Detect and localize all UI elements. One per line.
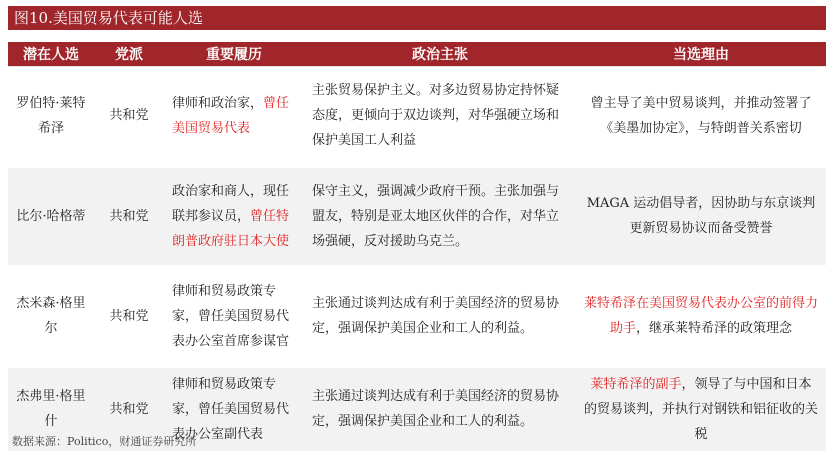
candidate-name: 比尔·哈格蒂 bbox=[8, 166, 94, 266]
candidate-resume bbox=[164, 66, 304, 166]
table-row bbox=[8, 66, 826, 166]
candidate-party: 共和党 bbox=[94, 366, 164, 452]
candidates-table bbox=[8, 42, 826, 454]
header-reason: 当选理由 bbox=[576, 42, 826, 66]
candidate-reason bbox=[576, 66, 826, 166]
candidate-name: 杰弗里·格里什 bbox=[8, 366, 94, 452]
candidate-resume bbox=[164, 266, 304, 366]
reason-highlight: 莱特希泽在美国贸易代表办公室的前得力助手 bbox=[584, 296, 819, 336]
resume-highlight: 曾任美国贸易代表 bbox=[172, 95, 290, 136]
resume-text: 律师和贸易政策专家，曾任美国贸易代表办公室副代表 bbox=[172, 376, 290, 442]
table-header-row bbox=[8, 42, 826, 66]
candidate-policy: 主张通过谈判达成有利于美国经济的贸易协定，强调保护美国企业和工人的利益。 bbox=[304, 266, 576, 366]
candidate-reason bbox=[576, 366, 826, 452]
candidate-reason bbox=[576, 266, 826, 366]
reason-text: 曾主导了美中贸易谈判，并推动签署了《美墨加协定》，与特朗普关系密切 bbox=[590, 95, 812, 136]
resume-text: 政治家和商人，现任联邦参议员， bbox=[172, 183, 290, 224]
table-row bbox=[8, 166, 826, 266]
reason-text: ，领导了与中国和日本的贸易谈判，并执行对钢铁和铝征收的关税 bbox=[584, 376, 819, 442]
reason-highlight: 莱特希泽的副手 bbox=[590, 376, 682, 392]
header-policy: 政治主张 bbox=[304, 42, 576, 66]
candidate-policy: 保守主义，强调减少政府干预。主张加强与盟友，特别是亚太地区伙伴的合作，对华立场强硬，反对援助乌克兰。 bbox=[304, 166, 576, 266]
resume-text: 律师和贸易政策专家，曾任美国贸易代表办公室首席参谋官 bbox=[172, 283, 290, 349]
reason-text: MAGA 运动倡导者，因协助与东京谈判更新贸易协议而备受赞誉 bbox=[586, 196, 816, 236]
candidate-party: 共和党 bbox=[94, 166, 164, 266]
header-party: 党派 bbox=[94, 42, 164, 66]
source-note: 数据来源：Politico，财通证券研究所 bbox=[12, 435, 197, 448]
resume-text: 律师和政治家， bbox=[172, 95, 264, 111]
candidate-policy: 主张通过谈判达成有利于美国经济的贸易协定，强调保护美国企业和工人的利益。 bbox=[304, 366, 576, 452]
candidate-name: 杰米森·格里尔 bbox=[8, 266, 94, 366]
resume-highlight: 曾任特朗普政府驻日本大使 bbox=[172, 208, 290, 249]
candidate-party: 共和党 bbox=[94, 266, 164, 366]
table-row bbox=[8, 266, 826, 366]
header-candidate: 潜在人选 bbox=[8, 42, 94, 66]
header-resume: 重要履历 bbox=[164, 42, 304, 66]
candidate-reason bbox=[576, 166, 826, 266]
candidate-resume bbox=[164, 166, 304, 266]
candidate-party: 共和党 bbox=[94, 66, 164, 166]
candidate-policy: 主张贸易保护主义。对多边贸易协定持怀疑态度，更倾向于双边谈判，对华强硬立场和保护美国工人利益 bbox=[304, 66, 576, 166]
table-title: 图10.美国贸易代表可能人选 bbox=[8, 6, 826, 30]
candidate-name: 罗伯特·莱特希泽 bbox=[8, 66, 94, 166]
reason-text: ，继承莱特希泽的政策理念 bbox=[636, 321, 793, 336]
